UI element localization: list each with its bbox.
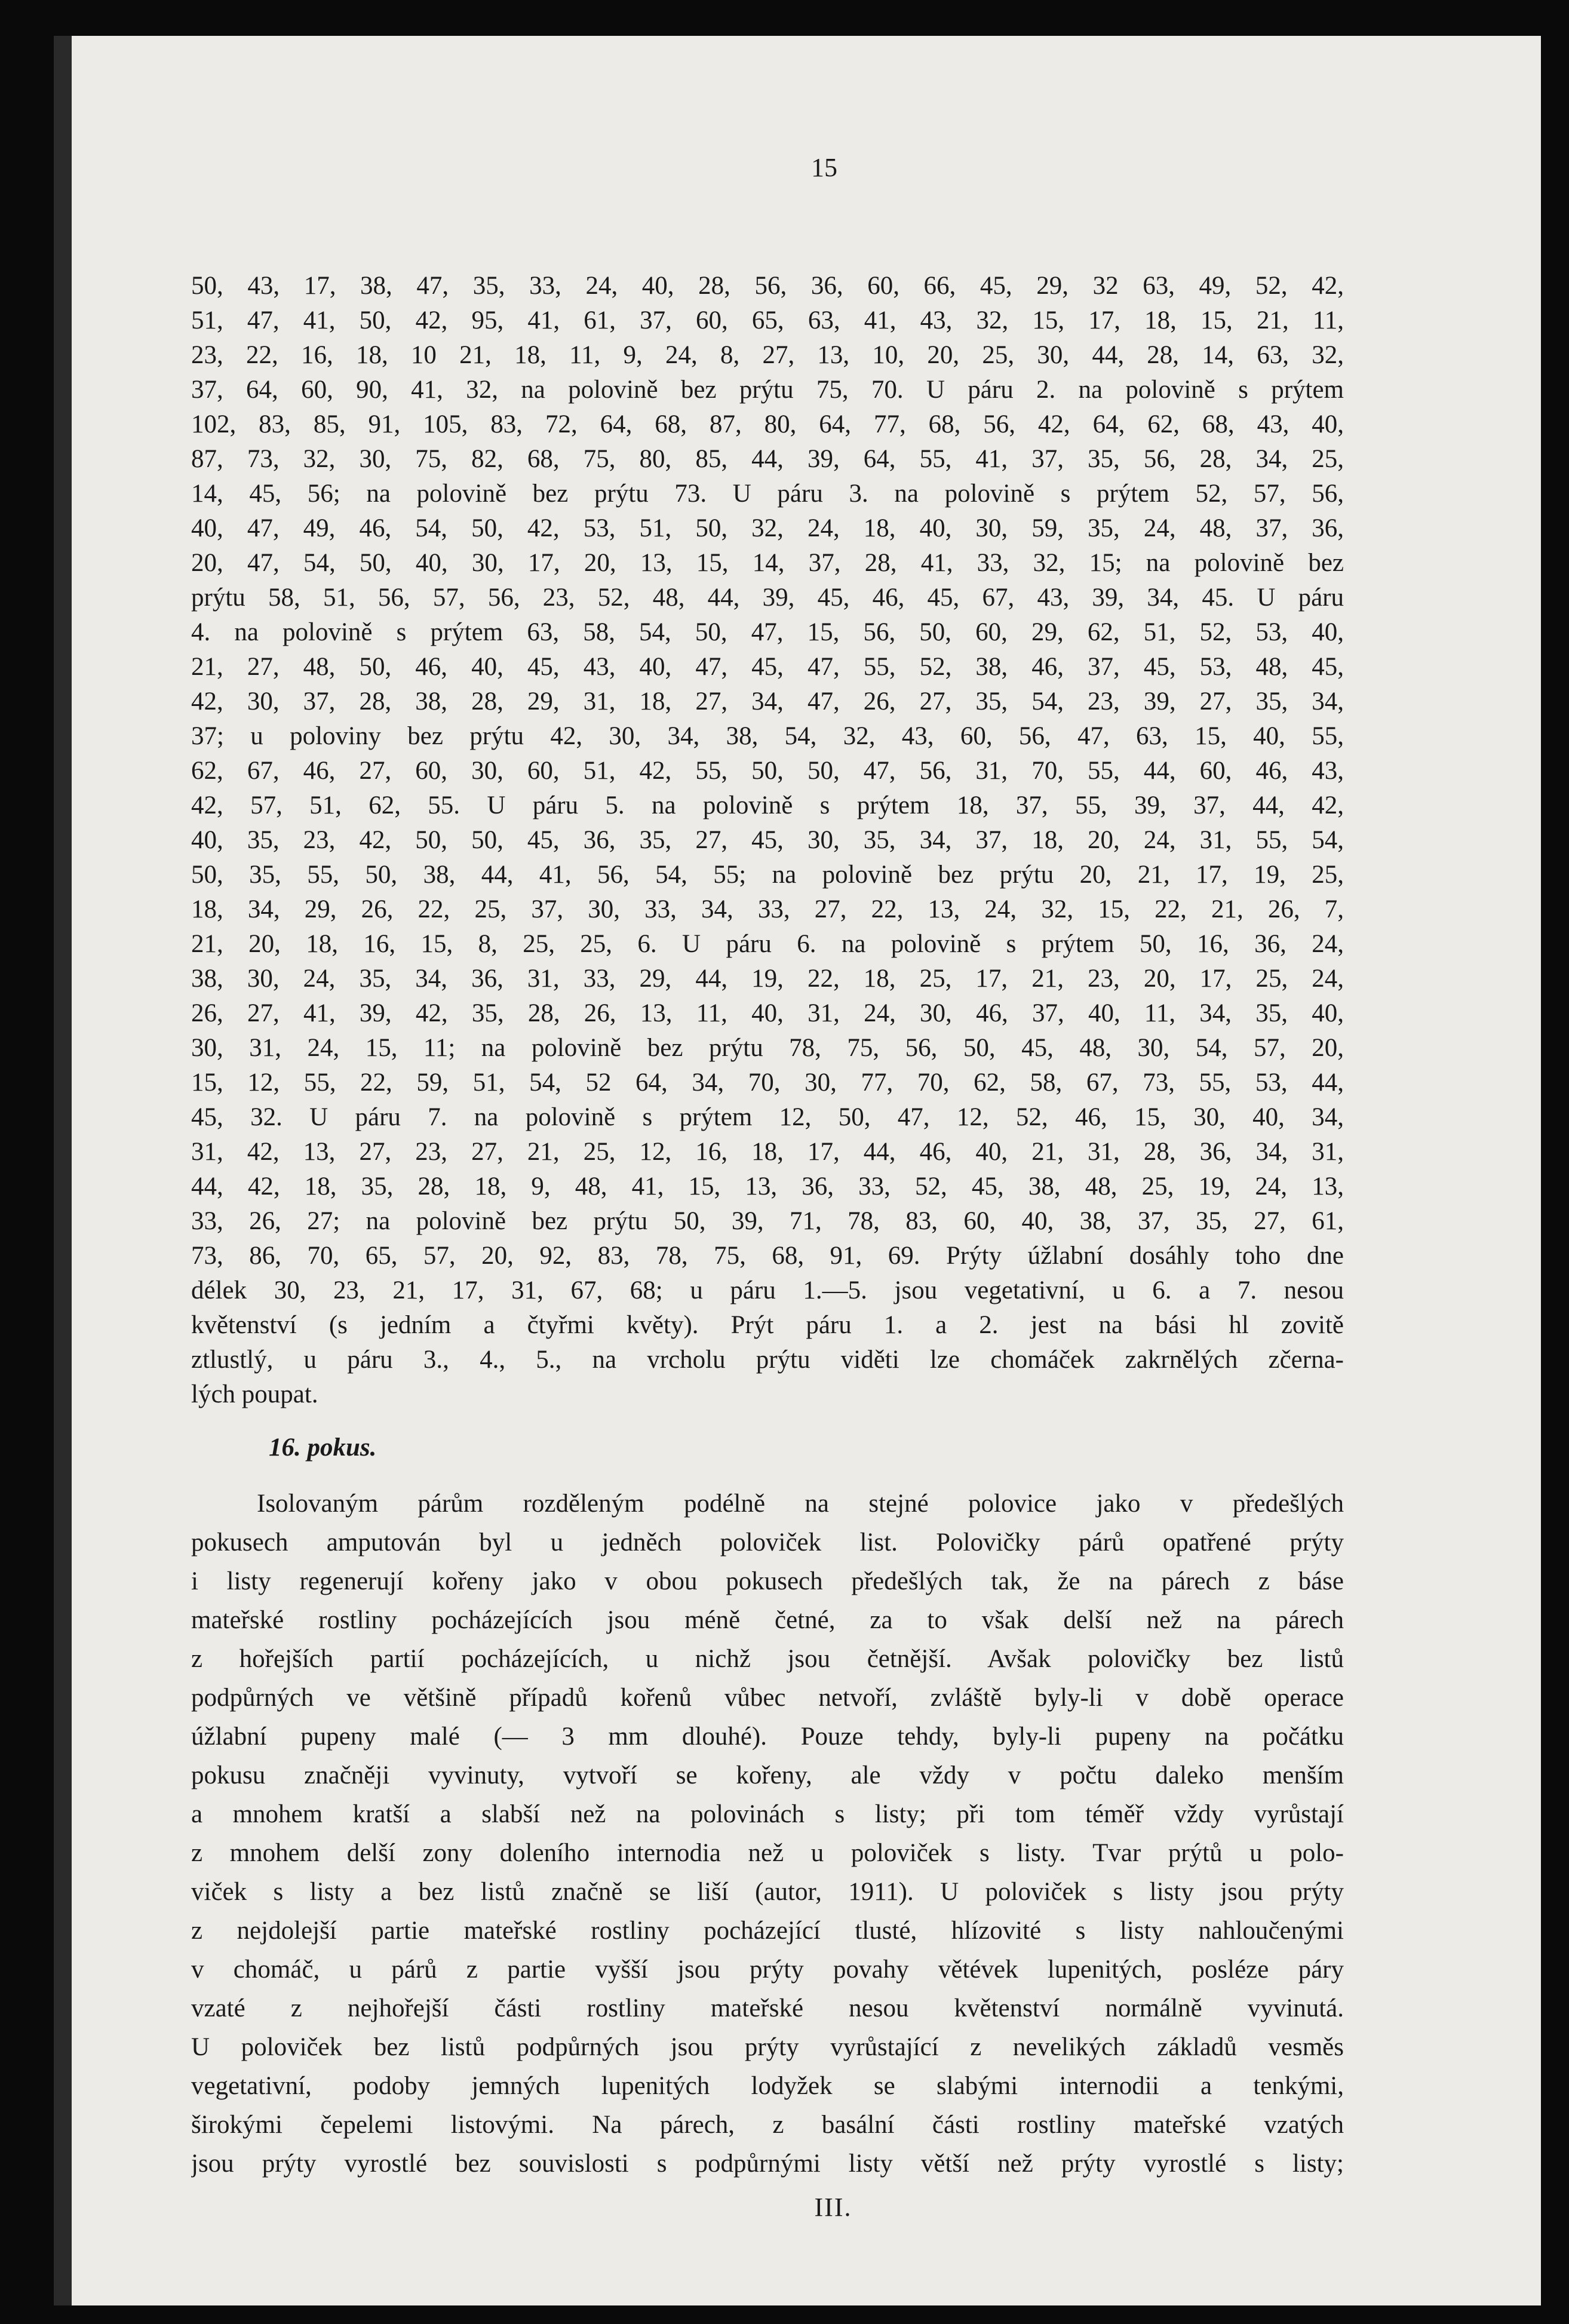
text-line: 26, 27, 41, 39, 42, 35, 28, 26, 13, 11, 40, 31, 24, 30, 46, 37, 40, 11, 34, 35, 40, <box>191 999 1344 1027</box>
text-line: 62, 67, 46, 27, 60, 30, 60, 51, 42, 55, 50, 50, 47, 56, 31, 70, 55, 44, 60, 46, 43, <box>191 757 1344 785</box>
paragraph-line: U poloviček bez listů podpůrných jsou prýty vyrůstající z nevelikých základů vesměs <box>191 2033 1344 2061</box>
paragraph-line: jsou prýty vyrostlé bez souvislosti s podpůrnými listy větší než prýty vyrostlé s listy; <box>191 2150 1344 2178</box>
text-line: 42, 30, 37, 28, 38, 28, 29, 31, 18, 27, 34, 47, 26, 27, 35, 54, 23, 39, 27, 35, 34, <box>191 687 1344 716</box>
text-line: 102, 83, 85, 91, 105, 83, 72, 64, 68, 87, 80, 64, 77, 68, 56, 42, 64, 62, 68, 43, 40, <box>191 410 1344 438</box>
text-line: 44, 42, 18, 35, 28, 18, 9, 48, 41, 15, 13, 36, 33, 52, 45, 38, 48, 25, 19, 24, 13, <box>191 1172 1344 1201</box>
paragraph-line: z nejdolejší partie mateřské rostliny pocházející tlusté, hlízovité s listy nahloučenými <box>191 1917 1344 1945</box>
text-line: 50, 43, 17, 38, 47, 35, 33, 24, 40, 28, 56, 36, 60, 66, 45, 29, 32 63, 49, 52, 42, <box>191 272 1344 300</box>
text-line: prýtu 58, 51, 56, 57, 56, 23, 52, 48, 44, 39, 45, 46, 45, 67, 43, 39, 34, 45. U páru <box>191 584 1344 612</box>
text-line: 23, 22, 16, 18, 10 21, 18, 11, 9, 24, 8, 27, 13, 10, 20, 25, 30, 44, 28, 14, 63, 32, <box>191 341 1344 369</box>
text-line: 18, 34, 29, 26, 22, 25, 37, 30, 33, 34, 33, 27, 22, 13, 24, 32, 15, 22, 21, 26, 7, <box>191 895 1344 923</box>
document-page <box>54 36 1541 2305</box>
text-line: 37; u poloviny bez prýtu 42, 30, 34, 38, 54, 32, 43, 60, 56, 47, 63, 15, 40, 55, <box>191 722 1344 750</box>
text-line: délek 30, 23, 21, 17, 31, 67, 68; u páru 1.—5. jsou vegetativní, u 6. a 7. nesou <box>191 1276 1344 1304</box>
paragraph-line: Isolovaným párům rozděleným podélně na stejné polovice jako v předešlých <box>257 1490 1344 1518</box>
text-line: 14, 45, 56; na polovině bez prýtu 73. U páru 3. na polovině s prýtem 52, 57, 56, <box>191 480 1344 508</box>
text-line: 20, 47, 54, 50, 40, 30, 17, 20, 13, 15, 14, 37, 28, 41, 33, 32, 15; na polovině bez <box>191 549 1344 577</box>
text-line: 33, 26, 27; na polovině bez prýtu 50, 39, 71, 78, 83, 60, 40, 38, 37, 35, 27, 61, <box>191 1207 1344 1235</box>
text-line: 21, 27, 48, 50, 46, 40, 45, 43, 40, 47, 45, 47, 55, 52, 38, 46, 37, 45, 53, 48, 45, <box>191 653 1344 681</box>
paragraph-block <box>191 1484 1344 2183</box>
paragraph-line: širokými čepelemi listovými. Na párech, z basální části rostliny mateřské vzatých <box>191 2111 1344 2139</box>
text-line: 50, 35, 55, 50, 38, 44, 41, 56, 54, 55; na polovině bez prýtu 20, 21, 17, 19, 25, <box>191 861 1344 889</box>
text-line: 73, 86, 70, 65, 57, 20, 92, 83, 78, 75, 68, 91, 69. Prýty úžlabní dosáhly toho dne <box>191 1242 1344 1270</box>
paragraph-line: z hořejších partií pocházejících, u nichž jsou četnější. Avšak polovičky bez listů <box>191 1645 1344 1673</box>
paragraph-line: úžlabní pupeny malé (— 3 mm dlouhé). Pouze tehdy, byly-li pupeny na počátku <box>191 1723 1344 1751</box>
paragraph-line: a mnohem kratší a slabší než na polovinách s listy; při tom téměř vždy vyrůstají <box>191 1800 1344 1828</box>
paragraph-line: pokusech amputován byl u jedněch poloviček list. Polovičky párů opatřené prýty <box>191 1528 1344 1557</box>
paragraph-line: vegetativní, podoby jemných lupenitých lodyžek se slabými internodii a tenkými, <box>191 2072 1344 2100</box>
paragraph-line: mateřské rostliny pocházejících jsou méně četné, za to však delší než na párech <box>191 1606 1344 1634</box>
paragraph-line: i listy regenerují kořeny jako v obou pokusech předešlých tak, že na párech z báse <box>191 1567 1344 1595</box>
signature-mark: III. <box>814 2193 852 2222</box>
section-heading: 16. pokus. <box>269 1433 377 1462</box>
text-line: 40, 35, 23, 42, 50, 50, 45, 36, 35, 27, 45, 30, 35, 34, 37, 18, 20, 24, 31, 55, 54, <box>191 826 1344 854</box>
text-line: 4. na polovině s prýtem 63, 58, 54, 50, 47, 15, 56, 50, 60, 29, 62, 51, 52, 53, 40, <box>191 618 1344 646</box>
paragraph-line: z mnohem delší zony doleního internodia než u poloviček s listy. Tvar prýtů u polo- <box>191 1839 1344 1867</box>
text-line: ztlustlý, u páru 3., 4., 5., na vrcholu prýtu viděti lze chomáček zakrnělých zčerna- <box>191 1346 1344 1374</box>
paragraph-line: viček s listy a bez listů značně se liší (autor, 1911). U poloviček s listy jsou prýty <box>191 1878 1344 1906</box>
text-line: lých poupat. <box>191 1380 318 1408</box>
text-line: 38, 30, 24, 35, 34, 36, 31, 33, 29, 44, 19, 22, 18, 25, 17, 21, 23, 20, 17, 25, 24, <box>191 965 1344 993</box>
text-line: 51, 47, 41, 50, 42, 95, 41, 61, 37, 60, 65, 63, 41, 43, 32, 15, 17, 18, 15, 21, 11, <box>191 306 1344 334</box>
paragraph-line: vzaté z nejhořejší části rostliny mateřské nesou květenství normálně vyvinutá. <box>191 1994 1344 2022</box>
data-block <box>191 269 1344 1484</box>
text-line: květenství (s jedním a čtyřmi květy). Prýt páru 1. a 2. jest na bási hl zovitě <box>191 1311 1344 1339</box>
text-line: 15, 12, 55, 22, 59, 51, 54, 52 64, 34, 70, 30, 77, 70, 62, 58, 67, 73, 55, 53, 44, <box>191 1069 1344 1097</box>
paragraph-line: pokusu značněji vyvinuty, vytvoří se kořeny, ale vždy v počtu daleko menším <box>191 1761 1344 1789</box>
text-line: 31, 42, 13, 27, 23, 27, 21, 25, 12, 16, 18, 17, 44, 46, 40, 21, 31, 28, 36, 34, 31, <box>191 1138 1344 1166</box>
text-line: 40, 47, 49, 46, 54, 50, 42, 53, 51, 50, 32, 24, 18, 40, 30, 59, 35, 24, 48, 37, 36, <box>191 514 1344 542</box>
text-line: 37, 64, 60, 90, 41, 32, na polovině bez prýtu 75, 70. U páru 2. na polovině s prýtem <box>191 376 1344 404</box>
text-line: 42, 57, 51, 62, 55. U páru 5. na polovině s prýtem 18, 37, 55, 39, 37, 44, 42, <box>191 791 1344 819</box>
text-line: 21, 20, 18, 16, 15, 8, 25, 25, 6. U páru 6. na polovině s prýtem 50, 16, 36, 24, <box>191 930 1344 958</box>
text-line: 30, 31, 24, 15, 11; na polovině bez prýtu 78, 75, 56, 50, 45, 48, 30, 54, 57, 20, <box>191 1034 1344 1062</box>
text-line: 45, 32. U páru 7. na polovině s prýtem 12, 50, 47, 12, 52, 46, 15, 30, 40, 34, <box>191 1103 1344 1131</box>
text-line: 87, 73, 32, 30, 75, 82, 68, 75, 80, 85, 44, 39, 64, 55, 41, 37, 35, 56, 28, 34, 25, <box>191 445 1344 473</box>
paragraph-line: v chomáč, u párů z partie vyšší jsou prýty povahy větévek lupenitých, posléze páry <box>191 1955 1344 1984</box>
page-number: 15 <box>811 153 837 182</box>
paragraph-line: podpůrných ve většině případů kořenů vůbec netvoří, zvláště byly-li v době operace <box>191 1684 1344 1712</box>
